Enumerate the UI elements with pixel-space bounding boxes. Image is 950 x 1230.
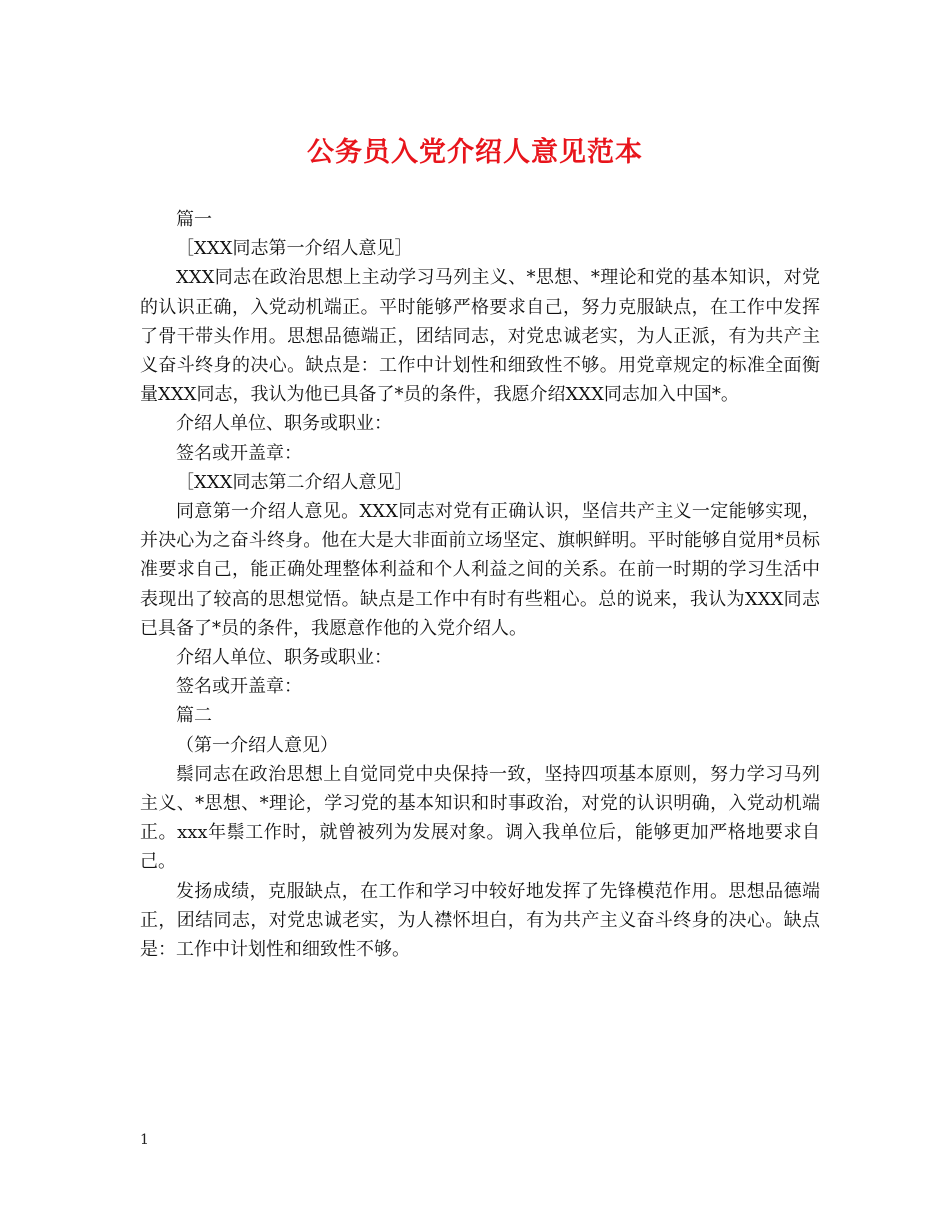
recommender-unit-line: 介绍人单位、职务或职业： bbox=[176, 413, 392, 435]
recommender-unit-line: 介绍人单位、职务或职业： bbox=[176, 647, 392, 669]
opinion-paragraph: 发扬成绩，克服缺点，在工作和学习中较好地发挥了先锋模范作用。思想品德端正，团结同志，对党忠诚老实，为人襟怀坦白，有为共产主义奋斗终身的决心。缺点是：工作中计划性和细致性不够。 bbox=[140, 880, 820, 961]
second-recommender-opinion: 同意第一介绍人意见。XXX同志对党有正确认识，坚信共产主义一定能够实现，并决心为之奋斗终身。他在大是大非面前立场坚定、旗帜鲜明。平时能够自觉用*员标准要求自己，能正确处理整体利益和个人利益之间的关系。在前一时期的学习生活中表现出了较高的思想觉悟。缺点是工作中有时有些粗心。总的说来，我认为XXX同志已具备了*员的条件，我愿意作他的入党介绍人。 bbox=[140, 501, 820, 639]
page-number: 1 bbox=[140, 1132, 149, 1148]
document-title: 公务员入党介绍人意见范本 bbox=[307, 137, 643, 168]
first-recommender-heading: （第一介绍人意见） bbox=[176, 734, 338, 756]
signature-line: 签名或开盖章： bbox=[176, 442, 302, 464]
document-body bbox=[140, 205, 820, 964]
second-recommender-heading: ［XXX同志第二介绍人意见］ bbox=[176, 471, 413, 493]
first-recommender-opinion: XXX同志在政治思想上主动学习马列主义、*思想、*理论和党的基本知识，对党的认识正确，入党动机端正。平时能够严格要求自己，努力克服缺点，在工作中发挥了骨干带头作用。思想品德端正，团结同志，对党忠诚老实，为人正派，有为共产主义奋斗终身的决心。缺点是：工作中计划性和细致性不够。用党章规定的标准全面衡量XXX同志，我认为他已具备了*员的条件，我愿介绍XXX同志加入中国*。 bbox=[140, 267, 820, 406]
first-recommender-heading: ［XXX同志第一介绍人意见］ bbox=[176, 238, 413, 260]
section-heading-2: 篇二 bbox=[176, 705, 212, 727]
section-heading-1: 篇一 bbox=[176, 209, 212, 230]
signature-line: 签名或开盖章： bbox=[176, 676, 302, 698]
opinion-paragraph: 鬃同志在政治思想上自觉同党中央保持一致，坚持四项基本原则，努力学习马列主义、*思想、*理论，学习党的基本知识和时事政治，对党的认识明确，入党动机端正。xxx年鬃工作时，就曾被列为发展对象。调入我单位后，能够更加严格地要求自己。 bbox=[140, 763, 820, 873]
